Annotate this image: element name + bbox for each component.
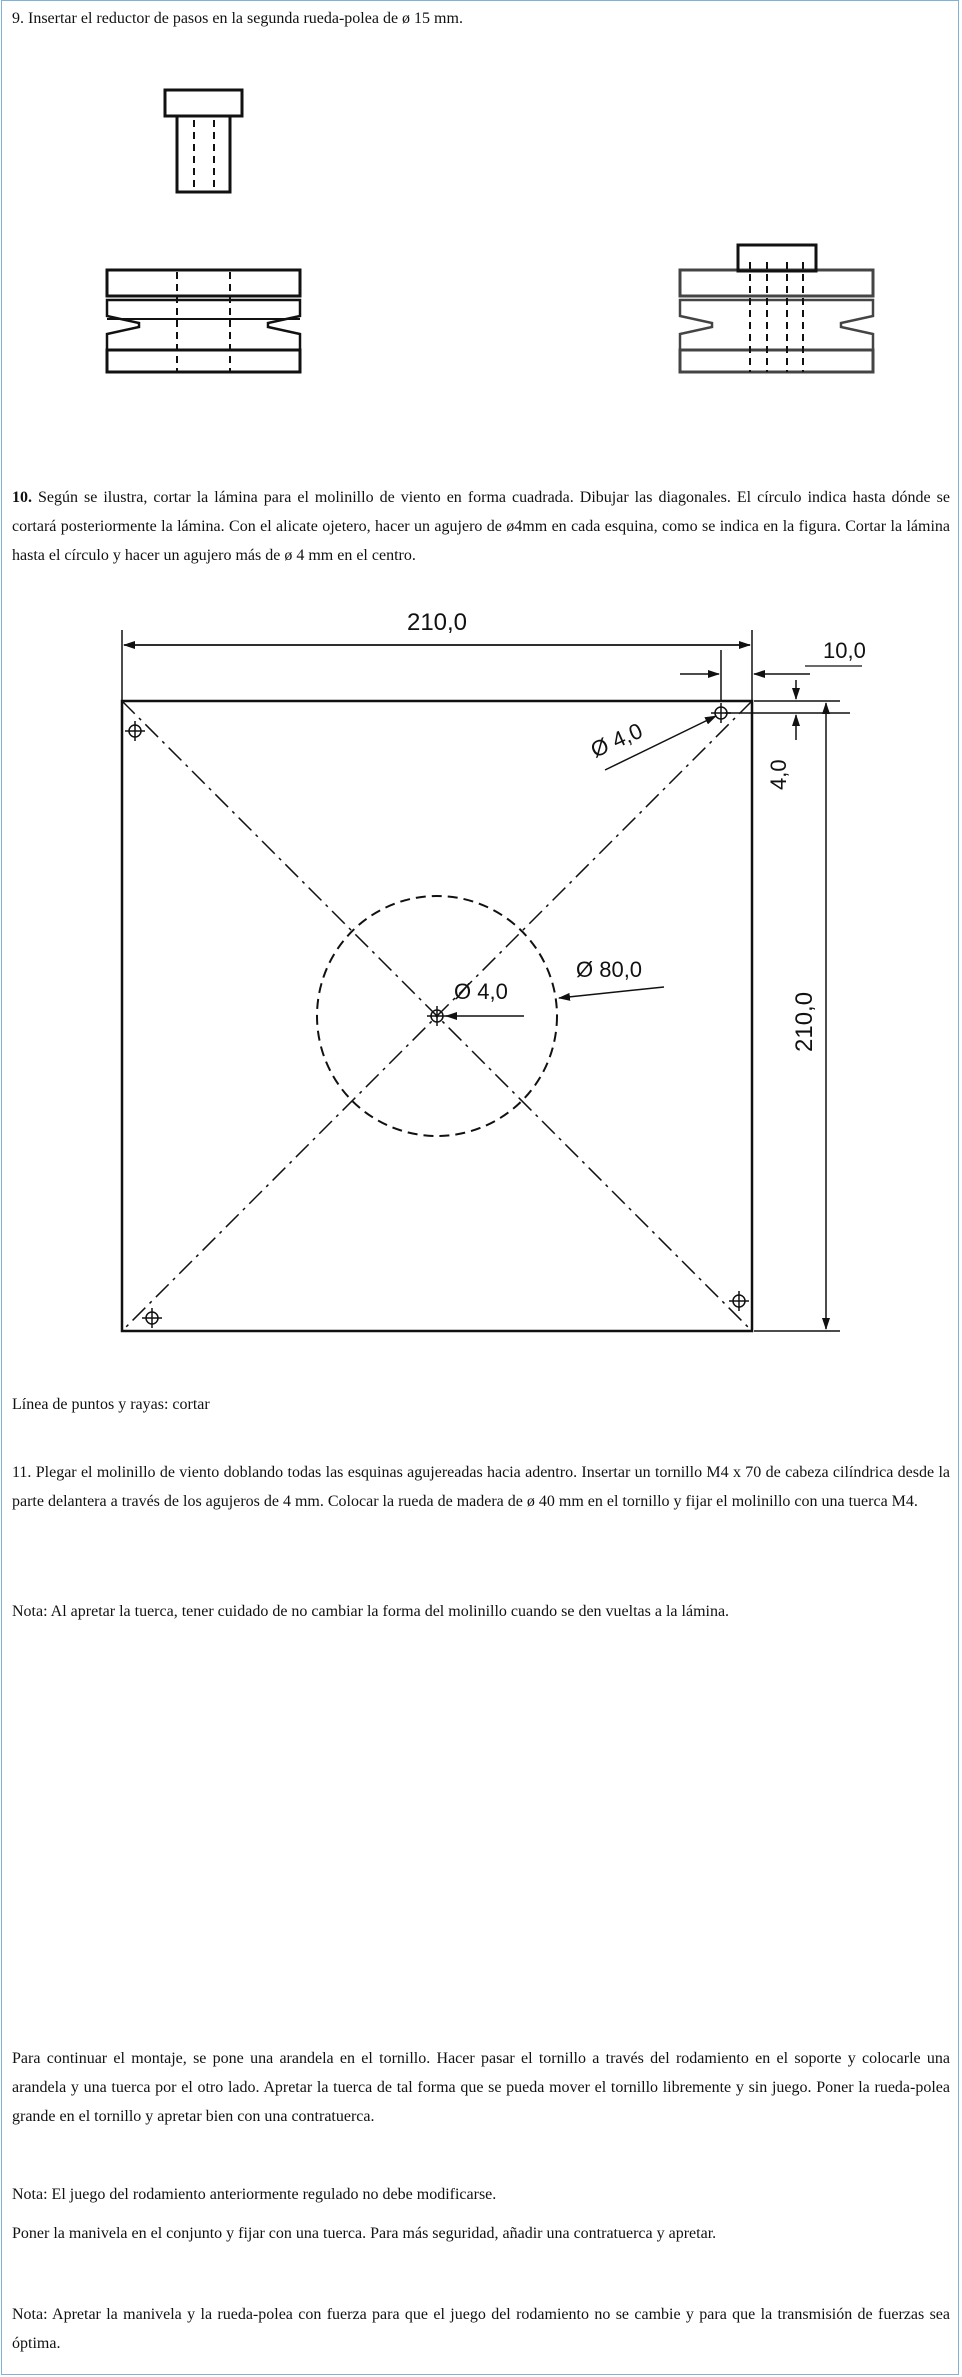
dim-height-label: 210,0 xyxy=(791,991,818,1052)
dim-offset-label: 4,0 xyxy=(766,759,791,790)
crank-paragraph: Poner la manivela en el conjunto y fijar con una tuerca. Para más seguridad, añadir una contratuerca y apretar. xyxy=(12,2225,717,2242)
step9-text: 9. Insertar el reductor de pasos en la segunda rueda-polea de ø 15 mm. xyxy=(12,10,463,27)
note-2: Nota: El juego del rodamiento anteriormente regulado no debe modificarse. xyxy=(12,2186,497,2203)
dim-width-label: 210,0 xyxy=(406,609,468,636)
step11-text: 11. Plegar el molinillo de viento doblando todas las esquinas agujereadas hacia adentro. Insertar un tornillo M4 x 70 de cabeza cilíndrica desde la parte delantera a través de los agujeros de 4 mm. Colocar la rueda de madera de ø 40 mm en el tornillo y fijar el molinillo con una tuerca M4. xyxy=(12,1464,950,1510)
dim-circle-label: Ø 80,0 xyxy=(576,957,643,982)
step10-number: 10. xyxy=(12,489,32,506)
assembly-paragraph: Para continuar el montaje, se pone una arandela en el tornillo. Hacer pasar el tornillo a través del rodamiento en el soporte y colocarle una arandela y una tuerca por el otro lado. Apretar la tuerca de tal forma que se pueda mover el tornillo libremente y sin juego. Poner la rueda-polea grande en el tornillo y apretar bien con una contratuerca. xyxy=(12,2050,950,2125)
note-1: Nota: Al apretar la tuerca, tener cuidado de no cambiar la forma del molinillo cuando se den vueltas a la lámina. xyxy=(12,1603,730,1620)
dim-hole-center-label: Ø 4,0 xyxy=(454,979,508,1004)
legend-text: Línea de puntos y rayas: cortar xyxy=(12,1396,210,1413)
dim-corner-label: 10,0 xyxy=(823,638,866,663)
dim-hole-corner-label: Ø 4,0 xyxy=(586,717,647,763)
note-3: Nota: Apretar la manivela y la rueda-polea con fuerza para que el juego del rodamiento no se cambie y para que la transmisión de fuerzas sea óptima. xyxy=(12,2306,950,2352)
step10-body: Según se ilustra, cortar la lámina para el molinillo de viento en forma cuadrada. Dibujar las diagonales. El círculo indica hasta dónde se cortará posteriormente la lámina. Con el alicate ojetero, hacer un agujero de ø4mm en cada esquina, como se indica en la figura. Cortar la lámina hasta el círculo y hacer un agujero más de ø 4 mm en el centro. xyxy=(12,489,950,564)
